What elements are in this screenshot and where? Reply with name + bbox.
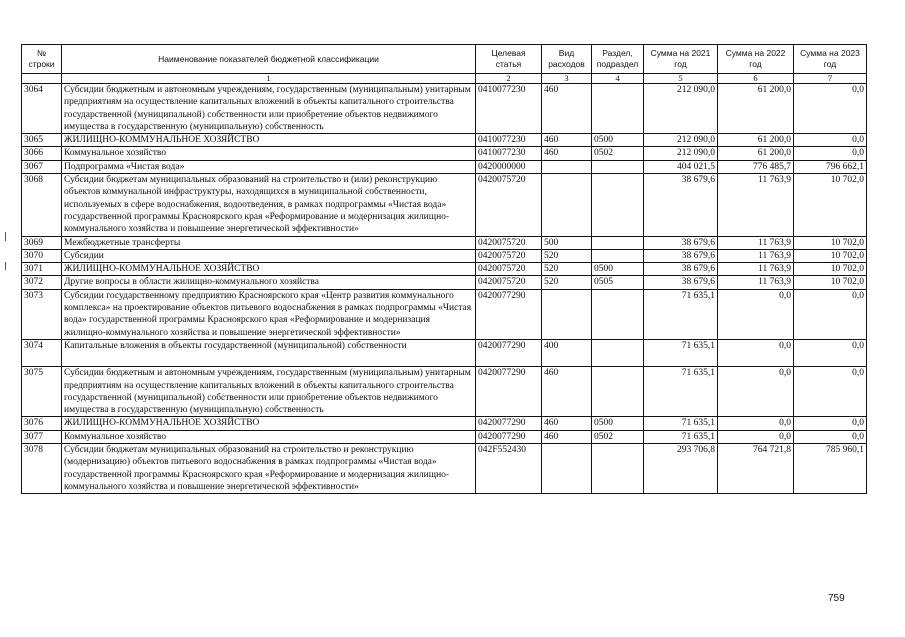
table-row xyxy=(22,289,867,339)
sum-2021: 212 090,0 xyxy=(644,134,718,147)
sum-2022: 61 200,0 xyxy=(718,147,794,160)
sum-2022: 11 763,9 xyxy=(718,249,794,262)
sum-2023: 785 960,1 xyxy=(794,444,867,494)
sum-2023: 10 702,0 xyxy=(794,174,867,236)
sum-2021: 38 679,6 xyxy=(644,276,718,289)
section-code: 0502 xyxy=(592,430,644,443)
target-article: 0420077290 xyxy=(476,289,542,339)
header-section: Раздел, подраздел xyxy=(592,45,644,74)
sum-2022: 11 763,9 xyxy=(718,236,794,249)
section-code xyxy=(592,160,644,173)
sum-2021: 71 635,1 xyxy=(644,430,718,443)
sum-2023: 796 662,1 xyxy=(794,160,867,173)
row-number: 3078 xyxy=(22,444,62,494)
margin-mark xyxy=(5,262,6,270)
indicator-name: Субсидии xyxy=(62,249,476,262)
sum-2022: 0,0 xyxy=(718,367,794,417)
section-code xyxy=(592,339,644,366)
sum-2021: 293 706,8 xyxy=(644,444,718,494)
target-article: 0420077290 xyxy=(476,417,542,430)
table-row xyxy=(22,160,867,173)
indicator-name: Другие вопросы в области жилищно-коммунального хозяйства xyxy=(62,276,476,289)
sum-2021: 212 090,0 xyxy=(644,84,718,134)
sum-2021: 404 021,5 xyxy=(644,160,718,173)
table-row xyxy=(22,236,867,249)
section-code xyxy=(592,289,644,339)
sum-2023: 10 702,0 xyxy=(794,236,867,249)
sum-2023: 0,0 xyxy=(794,430,867,443)
expense-type: 460 xyxy=(542,417,592,430)
row-number: 3076 xyxy=(22,417,62,430)
section-code xyxy=(592,249,644,262)
header-indicator-name: Наименование показателей бюджетной классификации xyxy=(62,45,476,74)
column-number: 4 xyxy=(592,74,644,84)
indicator-name: Субсидии бюджетам муниципальных образований на строительство и реконструкцию (модернизацию) объектов питьевого водоснабжения в рамках подпрограммы «Чистая вода» государственной программы Красноярского края «Реформирование и модернизация жилищно-коммунального хозяйства и повышение энергетической эффективности» xyxy=(62,444,476,494)
indicator-name: Капитальные вложения в объекты государственной (муниципальной) собственности xyxy=(62,339,476,366)
expense-type: 520 xyxy=(542,276,592,289)
indicator-name: ЖИЛИЩНО-КОММУНАЛЬНОЕ ХОЗЯЙСТВО xyxy=(62,417,476,430)
indicator-name: Субсидии бюджетам муниципальных образований на строительство и (или) реконструкцию объектов коммунальной инфраструктуры, находящихся в муниципальной собственности, используемых в сфере водоснабжения, водоотведения, в рамках подпрограммы «Чистая вода» государственной программы Красноярского края «Реформирование и модернизация жилищно-коммунального хозяйства и повышение энергетической эффективности» xyxy=(62,174,476,236)
sum-2021: 71 635,1 xyxy=(644,289,718,339)
section-code xyxy=(592,236,644,249)
indicator-name: Субсидии бюджетным и автономным учреждениям, государственным (муниципальным) унитарным предприятиям на осуществление капитальных вложений в объекты капитального строительства государственной (муниципальной) собственности или приобретение объектов недвижимого имущества в государственную (муниципальную) собственность xyxy=(62,84,476,134)
target-article: 0420075720 xyxy=(476,174,542,236)
section-code: 0505 xyxy=(592,276,644,289)
table-row xyxy=(22,174,867,236)
table-row xyxy=(22,417,867,430)
column-number xyxy=(22,74,62,84)
sum-2023: 0,0 xyxy=(794,134,867,147)
sum-2022: 61 200,0 xyxy=(718,84,794,134)
row-number: 3077 xyxy=(22,430,62,443)
target-article: 0420077290 xyxy=(476,339,542,366)
section-code: 0500 xyxy=(592,417,644,430)
expense-type xyxy=(542,174,592,236)
row-number: 3074 xyxy=(22,339,62,366)
indicator-name: Субсидии бюджетным и автономным учреждениям, государственным (муниципальным) унитарным предприятиям на осуществление капитальных вложений в объекты капитального строительства государственной (муниципальной) собственности или приобретение объектов недвижимого имущества в государственную (муниципальную) собственность xyxy=(62,367,476,417)
table-body xyxy=(22,84,867,494)
sum-2023: 10 702,0 xyxy=(794,276,867,289)
header-sum-2023: Сумма на 2023 год xyxy=(794,45,867,74)
target-article: 0420075720 xyxy=(476,263,542,276)
target-article: 0410077230 xyxy=(476,147,542,160)
header-row-number: № строки xyxy=(22,45,62,74)
budget-table xyxy=(21,44,867,494)
sum-2021: 71 635,1 xyxy=(644,367,718,417)
sum-2023: 0,0 xyxy=(794,289,867,339)
table-header-row xyxy=(22,45,867,74)
page-number: 759 xyxy=(828,593,845,604)
sum-2022: 11 763,9 xyxy=(718,174,794,236)
expense-type: 520 xyxy=(542,263,592,276)
table-row xyxy=(22,84,867,134)
indicator-name: Межбюджетные трансферты xyxy=(62,236,476,249)
target-article: 0420075720 xyxy=(476,249,542,262)
indicator-name: Подпрограмма «Чистая вода» xyxy=(62,160,476,173)
sum-2022: 0,0 xyxy=(718,417,794,430)
target-article: 0420077290 xyxy=(476,430,542,443)
column-number: 5 xyxy=(644,74,718,84)
expense-type: 500 xyxy=(542,236,592,249)
margin-mark xyxy=(5,232,6,241)
indicator-name: Коммунальное хозяйство xyxy=(62,147,476,160)
column-number-row xyxy=(22,74,867,84)
header-sum-2022: Сумма на 2022 год xyxy=(718,45,794,74)
target-article: 0420077290 xyxy=(476,367,542,417)
sum-2022: 11 763,9 xyxy=(718,263,794,276)
row-number: 3064 xyxy=(22,84,62,134)
section-code xyxy=(592,367,644,417)
target-article: 0410077230 xyxy=(476,134,542,147)
sum-2022: 0,0 xyxy=(718,430,794,443)
row-number: 3068 xyxy=(22,174,62,236)
indicator-name: Коммунальное хозяйство xyxy=(62,430,476,443)
sum-2021: 212 090,0 xyxy=(644,147,718,160)
sum-2023: 10 702,0 xyxy=(794,263,867,276)
expense-type: 460 xyxy=(542,147,592,160)
sum-2023: 0,0 xyxy=(794,84,867,134)
table-row xyxy=(22,444,867,494)
sum-2021: 38 679,6 xyxy=(644,236,718,249)
section-code: 0500 xyxy=(592,134,644,147)
row-number: 3073 xyxy=(22,289,62,339)
column-number: 3 xyxy=(542,74,592,84)
row-number: 3070 xyxy=(22,249,62,262)
section-code xyxy=(592,444,644,494)
sum-2022: 61 200,0 xyxy=(718,134,794,147)
indicator-name: ЖИЛИЩНО-КОММУНАЛЬНОЕ ХОЗЯЙСТВО xyxy=(62,134,476,147)
table-row xyxy=(22,367,867,417)
sum-2021: 38 679,6 xyxy=(644,174,718,236)
row-number: 3071 xyxy=(22,263,62,276)
section-code xyxy=(592,174,644,236)
sum-2023: 0,0 xyxy=(794,367,867,417)
table-row xyxy=(22,339,867,366)
column-number: 1 xyxy=(62,74,476,84)
expense-type: 460 xyxy=(542,430,592,443)
row-number: 3065 xyxy=(22,134,62,147)
header-expense-type: Вид расходов xyxy=(542,45,592,74)
section-code xyxy=(592,84,644,134)
sum-2023: 0,0 xyxy=(794,417,867,430)
sum-2021: 71 635,1 xyxy=(644,339,718,366)
row-number: 3066 xyxy=(22,147,62,160)
row-number: 3069 xyxy=(22,236,62,249)
column-number: 6 xyxy=(718,74,794,84)
target-article: 0420075720 xyxy=(476,276,542,289)
sum-2021: 71 635,1 xyxy=(644,417,718,430)
sum-2022: 0,0 xyxy=(718,339,794,366)
target-article: 042F552430 xyxy=(476,444,542,494)
sum-2022: 11 763,9 xyxy=(718,276,794,289)
section-code: 0500 xyxy=(592,263,644,276)
table-row xyxy=(22,147,867,160)
sum-2023: 10 702,0 xyxy=(794,249,867,262)
sum-2022: 0,0 xyxy=(718,289,794,339)
table-row xyxy=(22,276,867,289)
section-code: 0502 xyxy=(592,147,644,160)
table-row xyxy=(22,263,867,276)
expense-type: 400 xyxy=(542,339,592,366)
header-target-article: Целевая статья xyxy=(476,45,542,74)
indicator-name: Субсидии государственному предприятию Красноярского края «Центр развития коммунального комплекса» на проектирование объектов питьевого водоснабжения в рамках подпрограммы «Чистая вода» государственной программы Красноярского края «Реформирование и модернизация жилищно-коммунального хозяйства и повышение энергетической эффективности» xyxy=(62,289,476,339)
target-article: 0410077230 xyxy=(476,84,542,134)
table-row xyxy=(22,249,867,262)
row-number: 3067 xyxy=(22,160,62,173)
target-article: 0420000000 xyxy=(476,160,542,173)
table-row xyxy=(22,430,867,443)
sum-2023: 0,0 xyxy=(794,339,867,366)
sum-2021: 38 679,6 xyxy=(644,263,718,276)
table-row xyxy=(22,134,867,147)
sum-2022: 764 721,8 xyxy=(718,444,794,494)
expense-type xyxy=(542,289,592,339)
expense-type: 460 xyxy=(542,367,592,417)
expense-type: 520 xyxy=(542,249,592,262)
sum-2022: 776 485,7 xyxy=(718,160,794,173)
indicator-name: ЖИЛИЩНО-КОММУНАЛЬНОЕ ХОЗЯЙСТВО xyxy=(62,263,476,276)
sum-2023: 0,0 xyxy=(794,147,867,160)
header-sum-2021: Сумма на 2021 год xyxy=(644,45,718,74)
expense-type: 460 xyxy=(542,134,592,147)
row-number: 3075 xyxy=(22,367,62,417)
expense-type xyxy=(542,444,592,494)
sum-2021: 38 679,6 xyxy=(644,249,718,262)
column-number: 7 xyxy=(794,74,867,84)
column-number: 2 xyxy=(476,74,542,84)
expense-type xyxy=(542,160,592,173)
expense-type: 460 xyxy=(542,84,592,134)
target-article: 0420075720 xyxy=(476,236,542,249)
row-number: 3072 xyxy=(22,276,62,289)
